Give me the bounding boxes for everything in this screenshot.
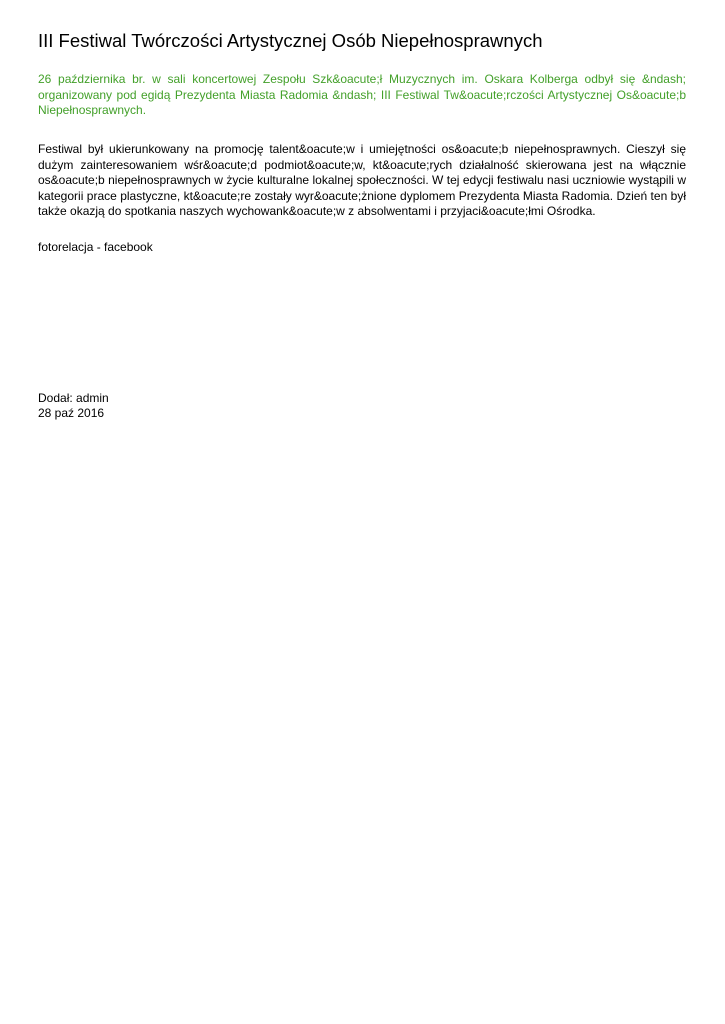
article-meta [38,391,109,421]
author-line: Dodał: admin [38,391,109,405]
article-lead: 26 października br. w sali koncertowej Zespołu Szk&oacute;ł Muzycznych im. Oskara Kolberga odbył się &ndash; organizowany pod egidą Prezydenta Miasta Radomia &ndash; III Festiwal Tw&oacute;rczości Artystycznej Os&oacute;b Niepełnosprawnych. [38,72,686,117]
article-title: III Festiwal Twórczości Artystycznej Osób Niepełnosprawnych [38,30,543,51]
publish-date: 28 paź 2016 [38,406,105,420]
article-body: Festiwal był ukierunkowany na promocję talent&oacute;w i umiejętności os&oacute;b niepełnosprawnych. Cieszył się dużym zainteresowaniem wśr&oacute;d podmiot&oacute;w, kt&oacute;rych działalność skierowana jest na włącznie os&oacute;b niepełnosprawnych w życie kulturalne lokalnej społeczności. W tej edycji festiwalu nasi uczniowie wystąpili w kategorii prace plastyczne, kt&oacute;re zostały wyr&oacute;żnione dyplomem Prezydenta Miasta Radomia. Dzień ten był także okazją do spotkania naszych wychowank&oacute;w z absolwentami i przyjaci&oacute;łmi Ośrodka. [38,142,686,219]
facebook-photo-link[interactable]: fotorelacja - facebook [38,240,153,254]
